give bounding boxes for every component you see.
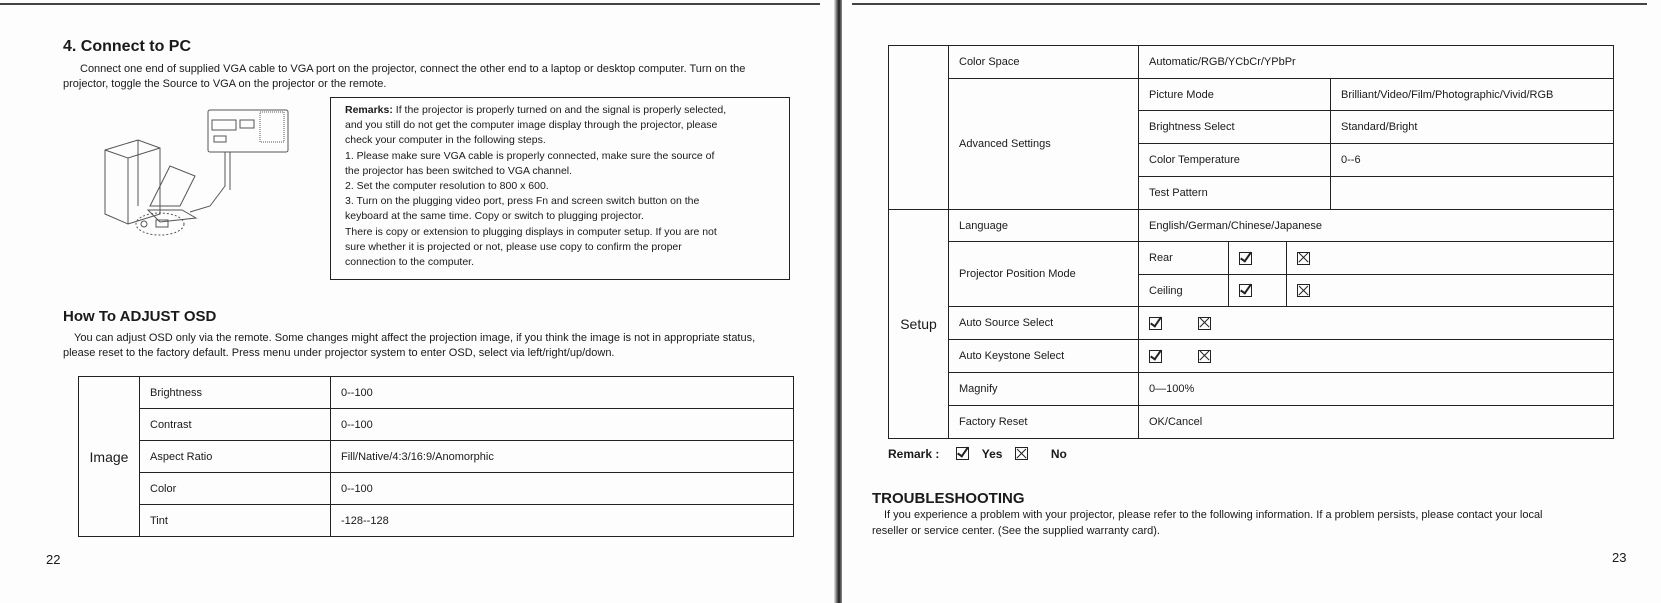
cross-box-icon bbox=[1198, 317, 1211, 330]
pc-projector-illustration bbox=[100, 106, 300, 241]
setting-name: Factory Reset bbox=[949, 406, 1139, 439]
setting-value: Automatic/RGB/YCbCr/YPbPr bbox=[1139, 46, 1614, 79]
remark-legend bbox=[888, 446, 1067, 461]
setting-name: Auto Keystone Select bbox=[949, 340, 1139, 373]
remarks-line: and you still do not get the computer image display through the projector, please bbox=[345, 119, 718, 132]
remarks-label: Remarks: bbox=[345, 104, 393, 116]
top-rule bbox=[0, 3, 820, 5]
adjust-osd-text-1: You can adjust OSD only via the remote. Some changes might affect the projection image, if you think the image is not in appropriate status, bbox=[74, 332, 756, 344]
setting-name: Picture Mode bbox=[1139, 79, 1331, 111]
remarks-line: connection to the computer. bbox=[345, 256, 474, 269]
setting-name: Magnify bbox=[949, 373, 1139, 406]
setting-name: Contrast bbox=[140, 409, 331, 441]
setting-value: Brilliant/Video/Film/Photographic/Vivid/RGB bbox=[1331, 79, 1614, 111]
cross-box-icon bbox=[1198, 350, 1211, 363]
cross-box-icon bbox=[1297, 284, 1310, 297]
remarks-line: the projector has been switched to VGA channel. bbox=[345, 164, 573, 177]
setting-name: Language bbox=[949, 210, 1139, 242]
setting-value: 0--100 bbox=[331, 409, 794, 441]
setting-name: Color Temperature bbox=[1139, 144, 1331, 177]
setup-group-label: Setup bbox=[889, 210, 949, 439]
setup-settings-table bbox=[888, 45, 1614, 439]
position-option: Ceiling bbox=[1139, 275, 1229, 307]
setting-value: Fill/Native/4:3/16:9/Anomorphic bbox=[331, 441, 794, 473]
troubleshooting-text-2: reseller or service center. (See the supplied warranty card). bbox=[872, 525, 1160, 537]
troubleshooting-text-1: If you experience a problem with your projector, please refer to the following information. If a problem persists, please contact your local bbox=[884, 509, 1543, 521]
remarks-first-line: If the projector is properly turned on and the signal is properly selected, bbox=[392, 104, 727, 116]
position-option: Rear bbox=[1139, 242, 1229, 275]
remarks-line: 2. Set the computer resolution to 800 x 600. bbox=[345, 180, 549, 193]
unlabeled-group-cell bbox=[889, 46, 949, 210]
setting-name: Color bbox=[140, 473, 331, 505]
remarks-line: check your computer in the following steps. bbox=[345, 134, 546, 147]
adjust-osd-text-2: please reset to the factory default. Press menu under projector system to enter OSD, select via left/right/up/down. bbox=[63, 347, 615, 359]
checkmark-icon bbox=[956, 447, 969, 460]
adjust-osd-heading: How To ADJUST OSD bbox=[63, 308, 217, 325]
setting-value: 0--100 bbox=[331, 473, 794, 505]
setting-value: Standard/Bright bbox=[1331, 111, 1614, 144]
advanced-settings-label: Advanced Settings bbox=[949, 79, 1139, 210]
remark-yes-label: Yes bbox=[981, 446, 1003, 461]
remarks-line: sure whether it is projected or not, please use copy to confirm the proper bbox=[345, 240, 682, 253]
checkmark-icon bbox=[1239, 284, 1252, 297]
projector-position-label: Projector Position Mode bbox=[949, 242, 1139, 307]
image-group-label: Image bbox=[79, 377, 140, 537]
setting-value: 0—100% bbox=[1139, 373, 1614, 406]
remarks-line: keyboard at the same time. Copy or switch to plugging projector. bbox=[345, 210, 644, 223]
remark-label: Remark : bbox=[888, 446, 940, 461]
top-rule bbox=[852, 3, 1647, 5]
setting-value bbox=[1331, 177, 1614, 210]
setting-value: OK/Cancel bbox=[1139, 406, 1614, 439]
setting-name: Brightness bbox=[140, 377, 331, 409]
cross-box-icon bbox=[1015, 447, 1028, 460]
checkmark-icon bbox=[1149, 350, 1162, 363]
connect-pc-text-2: projector, toggle the Source to VGA on the projector or the remote. bbox=[63, 78, 387, 90]
setting-name: Test Pattern bbox=[1139, 177, 1331, 210]
checkmark-icon bbox=[1149, 317, 1162, 330]
setting-value: 0--6 bbox=[1331, 144, 1614, 177]
remarks-line: 1. Please make sure VGA cable is properly connected, make sure the source of bbox=[345, 149, 715, 162]
setting-value: -128--128 bbox=[331, 505, 794, 537]
setting-name: Auto Source Select bbox=[949, 307, 1139, 340]
setting-name: Brightness Select bbox=[1139, 111, 1331, 144]
remark-no-label: No bbox=[1050, 446, 1067, 461]
connect-pc-text-1: Connect one end of supplied VGA cable to VGA port on the projector, connect the other end to a laptop or desktop computer. Turn on the bbox=[80, 63, 746, 75]
setting-name: Color Space bbox=[949, 46, 1139, 79]
setting-name: Tint bbox=[140, 505, 331, 537]
page-number-right: 23 bbox=[1612, 550, 1627, 565]
image-settings-table bbox=[78, 376, 794, 537]
setting-name: Aspect Ratio bbox=[140, 441, 331, 473]
cross-box-icon bbox=[1297, 252, 1310, 265]
setting-value: 0--100 bbox=[331, 377, 794, 409]
remarks-line: There is copy or extension to plugging displays in computer setup. If you are not bbox=[345, 225, 717, 238]
remarks-line: 3. Turn on the plugging video port, press Fn and screen switch button on the bbox=[345, 195, 700, 208]
checkmark-icon bbox=[1239, 252, 1252, 265]
remarks-box bbox=[330, 97, 790, 280]
troubleshooting-heading: TROUBLESHOOTING bbox=[872, 490, 1025, 507]
setting-value: English/German/Chinese/Japanese bbox=[1139, 210, 1614, 242]
page-number-left: 22 bbox=[46, 552, 61, 567]
connect-pc-heading: 4. Connect to PC bbox=[63, 38, 192, 55]
